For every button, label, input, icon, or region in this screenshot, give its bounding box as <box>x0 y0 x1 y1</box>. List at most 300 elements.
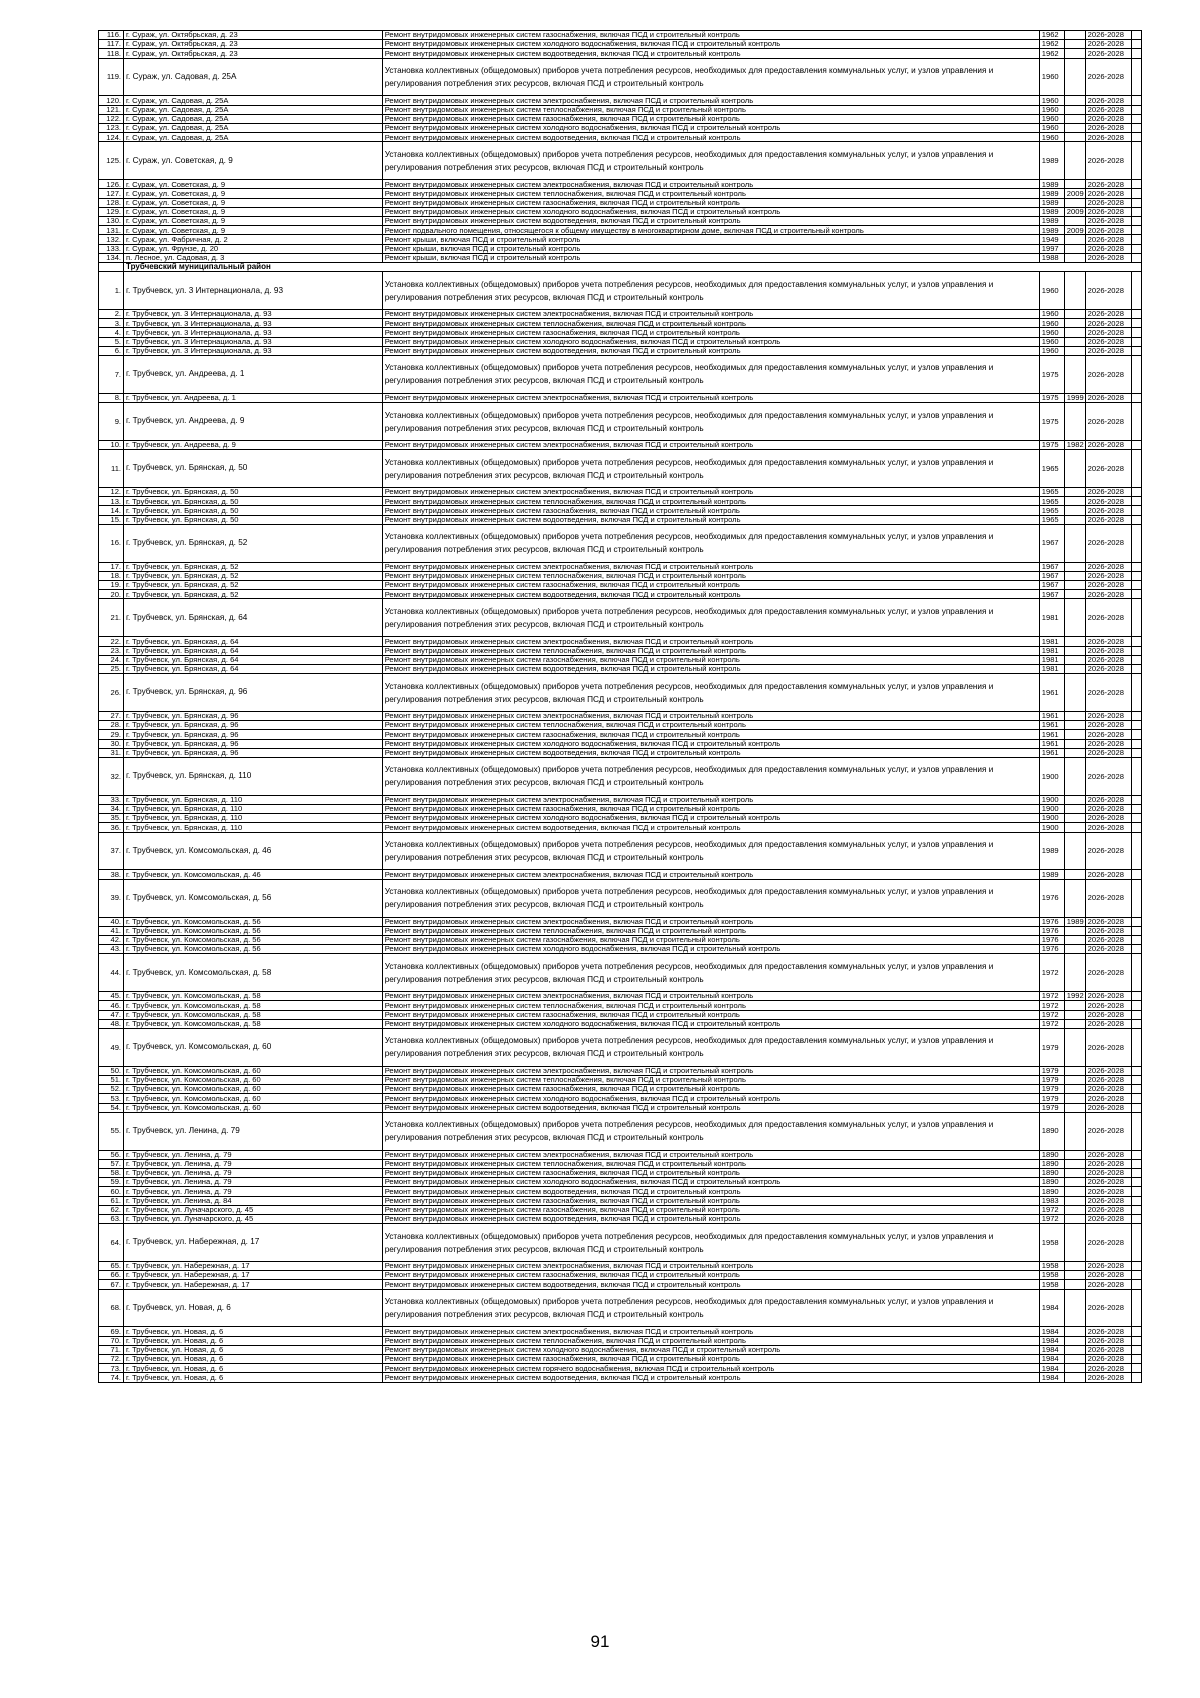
empty-cell <box>1131 926 1141 935</box>
section-title: Трубчевский муниципальный район <box>124 262 1142 271</box>
planned-period-cell: 2026-2028 <box>1085 935 1131 944</box>
work-type-cell: Ремонт внутридомовых инженерных систем газоснабжения, включая ПСД и строительный контроль <box>382 1271 1039 1280</box>
construction-year-cell: 1989 <box>1039 870 1064 879</box>
row-number: 71. <box>99 1345 124 1354</box>
last-repair-year-cell <box>1064 124 1085 133</box>
construction-year-cell: 1979 <box>1039 1066 1064 1075</box>
row-number: 36. <box>99 823 124 832</box>
address-cell: г. Трубчевск, ул. Луначарского, д. 45 <box>124 1214 383 1223</box>
planned-period-cell: 2026-2028 <box>1085 1159 1131 1168</box>
address-cell: г. Трубчевск, ул. Комсомольская, д. 58 <box>124 992 383 1001</box>
address-cell: г. Трубчевск, ул. Ленина, д. 79 <box>124 1112 383 1150</box>
planned-period-cell: 2026-2028 <box>1085 1103 1131 1112</box>
table-row <box>99 1112 1142 1150</box>
address-cell: г. Трубчевск, ул. Новая, д. 6 <box>124 1289 383 1327</box>
construction-year-cell: 1976 <box>1039 945 1064 954</box>
construction-year-cell: 1984 <box>1039 1336 1064 1345</box>
table-row <box>99 992 1142 1001</box>
work-type-cell: Ремонт внутридомовых инженерных систем теплоснабжения, включая ПСД и строительный контроль <box>382 1159 1039 1168</box>
row-number: 7. <box>99 355 124 393</box>
address-cell: г. Трубчевск, ул. Комсомольская, д. 60 <box>124 1085 383 1094</box>
last-repair-year-cell <box>1064 571 1085 580</box>
last-repair-year-cell <box>1064 748 1085 757</box>
address-cell: г. Трубчевск, ул. Брянская, д. 50 <box>124 515 383 524</box>
last-repair-year-cell <box>1064 1159 1085 1168</box>
last-repair-year-cell <box>1064 1262 1085 1271</box>
construction-year-cell: 1989 <box>1039 189 1064 198</box>
last-repair-year-cell <box>1064 515 1085 524</box>
address-cell: г. Трубчевск, ул. Брянская, д. 110 <box>124 795 383 804</box>
empty-cell <box>1131 935 1141 944</box>
empty-cell <box>1131 823 1141 832</box>
address-cell: г. Трубчевск, ул. 3 Интернационала, д. 93 <box>124 310 383 319</box>
table-row <box>99 646 1142 655</box>
address-cell: г. Трубчевск, ул. Комсомольская, д. 46 <box>124 870 383 879</box>
row-number: 43. <box>99 945 124 954</box>
address-cell: г. Трубчевск, ул. Ленина, д. 79 <box>124 1178 383 1187</box>
work-type-cell: Ремонт внутридомовых инженерных систем электроснабжения, включая ПСД и строительный контроль <box>382 1150 1039 1159</box>
table-row <box>99 655 1142 664</box>
construction-year-cell: 1960 <box>1039 272 1064 310</box>
planned-period-cell: 2026-2028 <box>1085 804 1131 813</box>
row-number: 20. <box>99 590 124 599</box>
planned-period-cell: 2026-2028 <box>1085 1028 1131 1066</box>
work-type-cell: Ремонт внутридомовых инженерных систем холодного водоснабжения, включая ПСД и строительный контроль <box>382 40 1039 49</box>
table-row <box>99 832 1142 870</box>
last-repair-year-cell <box>1064 1150 1085 1159</box>
last-repair-year-cell <box>1064 1112 1085 1150</box>
address-cell: г. Трубчевск, ул. Набережная, д. 17 <box>124 1224 383 1262</box>
empty-cell <box>1131 524 1141 562</box>
construction-year-cell: 1965 <box>1039 450 1064 488</box>
table-row <box>99 180 1142 189</box>
row-number: 53. <box>99 1094 124 1103</box>
planned-period-cell: 2026-2028 <box>1085 217 1131 226</box>
empty-cell <box>1131 1205 1141 1214</box>
construction-year-cell: 1960 <box>1039 310 1064 319</box>
construction-year-cell: 1988 <box>1039 253 1064 262</box>
empty-cell <box>1131 272 1141 310</box>
planned-period-cell: 2026-2028 <box>1085 506 1131 515</box>
last-repair-year-cell: 1982 <box>1064 440 1085 449</box>
construction-year-cell: 1989 <box>1039 142 1064 180</box>
table-row <box>99 637 1142 646</box>
construction-year-cell: 1975 <box>1039 355 1064 393</box>
empty-cell <box>1131 1196 1141 1205</box>
row-number: 128. <box>99 198 124 207</box>
row-number: 129. <box>99 207 124 216</box>
empty-cell <box>1131 58 1141 96</box>
table-row <box>99 497 1142 506</box>
planned-period-cell: 2026-2028 <box>1085 319 1131 328</box>
work-type-cell: Ремонт внутридомовых инженерных систем газоснабжения, включая ПСД и строительный контроль <box>382 581 1039 590</box>
planned-period-cell: 2026-2028 <box>1085 355 1131 393</box>
row-number: 13. <box>99 497 124 506</box>
construction-year-cell: 1958 <box>1039 1271 1064 1280</box>
table-row <box>99 804 1142 813</box>
address-cell: г. Трубчевск, ул. Брянская, д. 110 <box>124 823 383 832</box>
row-number: 18. <box>99 571 124 580</box>
planned-period-cell: 2026-2028 <box>1085 590 1131 599</box>
last-repair-year-cell <box>1064 935 1085 944</box>
empty-cell <box>1131 253 1141 262</box>
work-type-cell: Ремонт внутридомовых инженерных систем горячего водоснабжения, включая ПСД и строительный контроль <box>382 1364 1039 1373</box>
planned-period-cell: 2026-2028 <box>1085 1224 1131 1262</box>
address-cell: г. Сураж, ул. Садовая, д. 25А <box>124 133 383 142</box>
row-number: 120. <box>99 96 124 105</box>
empty-cell <box>1131 133 1141 142</box>
work-type-cell: Ремонт внутридомовых инженерных систем водоотведения, включая ПСД и строительный контроль <box>382 1187 1039 1196</box>
table-row <box>99 1345 1142 1354</box>
construction-year-cell: 1979 <box>1039 1085 1064 1094</box>
planned-period-cell: 2026-2028 <box>1085 571 1131 580</box>
last-repair-year-cell <box>1064 142 1085 180</box>
empty-cell <box>1131 646 1141 655</box>
address-cell: г. Трубчевск, ул. Комсомольская, д. 60 <box>124 1028 383 1066</box>
work-type-cell: Ремонт внутридомовых инженерных систем теплоснабжения, включая ПСД и строительный контроль <box>382 497 1039 506</box>
work-type-cell: Ремонт внутридомовых инженерных систем электроснабжения, включая ПСД и строительный контроль <box>382 96 1039 105</box>
row-number: 58. <box>99 1168 124 1177</box>
work-type-cell: Ремонт внутридомовых инженерных систем газоснабжения, включая ПСД и строительный контроль <box>382 1355 1039 1364</box>
last-repair-year-cell <box>1064 1168 1085 1177</box>
last-repair-year-cell <box>1064 244 1085 253</box>
work-type-cell: Ремонт внутридомовых инженерных систем электроснабжения, включая ПСД и строительный контроль <box>382 310 1039 319</box>
row-number: 25. <box>99 664 124 673</box>
address-cell: г. Трубчевск, ул. 3 Интернационала, д. 93 <box>124 346 383 355</box>
work-type-cell: Ремонт внутридомовых инженерных систем теплоснабжения, включая ПСД и строительный контроль <box>382 1075 1039 1084</box>
work-type-cell: Ремонт внутридомовых инженерных систем газоснабжения, включая ПСД и строительный контроль <box>382 31 1039 40</box>
row-number: 3. <box>99 319 124 328</box>
construction-year-cell: 1965 <box>1039 497 1064 506</box>
construction-year-cell: 1960 <box>1039 114 1064 123</box>
row-number: 63. <box>99 1214 124 1223</box>
empty-cell <box>1131 992 1141 1001</box>
table-row <box>99 319 1142 328</box>
table-row <box>99 198 1142 207</box>
address-cell: г. Трубчевск, ул. Брянская, д. 64 <box>124 664 383 673</box>
empty-cell <box>1131 1214 1141 1223</box>
work-type-cell: Ремонт крыши, включая ПСД и строительный контроль <box>382 244 1039 253</box>
planned-period-cell: 2026-2028 <box>1085 1150 1131 1159</box>
empty-cell <box>1131 1262 1141 1271</box>
construction-year-cell: 1958 <box>1039 1262 1064 1271</box>
empty-cell <box>1131 328 1141 337</box>
row-number: 117. <box>99 40 124 49</box>
repair-schedule-table <box>98 30 1142 1383</box>
work-type-cell: Установка коллективных (общедомовых) приборов учета потребления ресурсов, необходимых для предоставления коммунальных услуг, и узлов управления и регулирования потребления этих ресурсов, включая ПСД и строительный контроль <box>382 58 1039 96</box>
work-type-cell: Установка коллективных (общедомовых) приборов учета потребления ресурсов, необходимых для предоставления коммунальных услуг, и узлов управления и регулирования потребления этих ресурсов, включая ПСД и строительный контроль <box>382 1224 1039 1262</box>
empty-cell <box>1131 1159 1141 1168</box>
planned-period-cell: 2026-2028 <box>1085 832 1131 870</box>
row-number: 124. <box>99 133 124 142</box>
row-number: 59. <box>99 1178 124 1187</box>
table-row <box>99 450 1142 488</box>
address-cell: г. Трубчевск, ул. Брянская, д. 52 <box>124 571 383 580</box>
row-number: 44. <box>99 954 124 992</box>
address-cell: г. Трубчевск, ул. Комсомольская, д. 60 <box>124 1066 383 1075</box>
construction-year-cell: 1958 <box>1039 1280 1064 1289</box>
construction-year-cell: 1981 <box>1039 655 1064 664</box>
construction-year-cell: 1961 <box>1039 711 1064 720</box>
row-number: 2. <box>99 310 124 319</box>
work-type-cell: Ремонт внутридомовых инженерных систем теплоснабжения, включая ПСД и строительный контроль <box>382 189 1039 198</box>
address-cell: г. Трубчевск, ул. Ленина, д. 79 <box>124 1187 383 1196</box>
construction-year-cell: 1984 <box>1039 1345 1064 1354</box>
row-number: 42. <box>99 935 124 944</box>
empty-cell <box>1131 1345 1141 1354</box>
planned-period-cell: 2026-2028 <box>1085 1345 1131 1354</box>
table-row <box>99 253 1142 262</box>
construction-year-cell: 1989 <box>1039 180 1064 189</box>
empty-cell <box>1131 1112 1141 1150</box>
planned-period-cell: 2026-2028 <box>1085 1066 1131 1075</box>
last-repair-year-cell <box>1064 40 1085 49</box>
planned-period-cell: 2026-2028 <box>1085 1094 1131 1103</box>
construction-year-cell: 1960 <box>1039 96 1064 105</box>
row-number: 66. <box>99 1271 124 1280</box>
construction-year-cell: 1989 <box>1039 226 1064 235</box>
construction-year-cell: 1976 <box>1039 935 1064 944</box>
work-type-cell: Ремонт внутридомовых инженерных систем газоснабжения, включая ПСД и строительный контроль <box>382 1205 1039 1214</box>
planned-period-cell: 2026-2028 <box>1085 954 1131 992</box>
table-row <box>99 748 1142 757</box>
empty-cell <box>1131 571 1141 580</box>
work-type-cell: Ремонт внутридомовых инженерных систем электроснабжения, включая ПСД и строительный контроль <box>382 440 1039 449</box>
last-repair-year-cell <box>1064 879 1085 917</box>
construction-year-cell: 1961 <box>1039 721 1064 730</box>
row-number: 46. <box>99 1001 124 1010</box>
empty-cell <box>1131 244 1141 253</box>
construction-year-cell: 1900 <box>1039 795 1064 804</box>
planned-period-cell: 2026-2028 <box>1085 1187 1131 1196</box>
empty-cell <box>1131 1103 1141 1112</box>
table-row <box>99 124 1142 133</box>
planned-period-cell: 2026-2028 <box>1085 1262 1131 1271</box>
empty-cell <box>1131 515 1141 524</box>
construction-year-cell: 1975 <box>1039 440 1064 449</box>
address-cell: г. Трубчевск, ул. Комсомольская, д. 56 <box>124 917 383 926</box>
work-type-cell: Ремонт внутридомовых инженерных систем водоотведения, включая ПСД и строительный контроль <box>382 664 1039 673</box>
planned-period-cell: 2026-2028 <box>1085 207 1131 216</box>
row-number: 61. <box>99 1196 124 1205</box>
table-row <box>99 31 1142 40</box>
construction-year-cell: 1890 <box>1039 1150 1064 1159</box>
row-number: 126. <box>99 180 124 189</box>
row-number: 6. <box>99 346 124 355</box>
last-repair-year-cell <box>1064 198 1085 207</box>
empty-cell <box>1131 674 1141 712</box>
table-row <box>99 133 1142 142</box>
construction-year-cell: 1890 <box>1039 1178 1064 1187</box>
address-cell: г. Трубчевск, ул. Комсомольская, д. 60 <box>124 1075 383 1084</box>
row-number: 67. <box>99 1280 124 1289</box>
table-row <box>99 1019 1142 1028</box>
work-type-cell: Ремонт внутридомовых инженерных систем газоснабжения, включая ПСД и строительный контроль <box>382 328 1039 337</box>
address-cell: г. Трубчевск, ул. Новая, д. 6 <box>124 1327 383 1336</box>
row-number: 47. <box>99 1010 124 1019</box>
empty-cell <box>1131 198 1141 207</box>
last-repair-year-cell <box>1064 1187 1085 1196</box>
row-number: 134. <box>99 253 124 262</box>
address-cell: г. Трубчевск, ул. 3 Интернационала, д. 93 <box>124 319 383 328</box>
table-row <box>99 1010 1142 1019</box>
row-number: 48. <box>99 1019 124 1028</box>
row-number: 22. <box>99 637 124 646</box>
row-number: 68. <box>99 1289 124 1327</box>
empty-cell <box>1131 40 1141 49</box>
row-number: 52. <box>99 1085 124 1094</box>
table-row <box>99 1066 1142 1075</box>
construction-year-cell: 1890 <box>1039 1187 1064 1196</box>
row-number: 19. <box>99 581 124 590</box>
table-row <box>99 1205 1142 1214</box>
address-cell: г. Сураж, ул. Садовая, д. 25А <box>124 96 383 105</box>
work-type-cell: Установка коллективных (общедомовых) приборов учета потребления ресурсов, необходимых для предоставления коммунальных услуг, и узлов управления и регулирования потребления этих ресурсов, включая ПСД и строительный контроль <box>382 674 1039 712</box>
empty-cell <box>1131 346 1141 355</box>
empty-cell <box>1131 711 1141 720</box>
construction-year-cell: 1976 <box>1039 917 1064 926</box>
empty-cell <box>1131 337 1141 346</box>
address-cell: г. Сураж, ул. Октябрьская, д. 23 <box>124 31 383 40</box>
row-number: 127. <box>99 189 124 198</box>
work-type-cell: Ремонт внутридомовых инженерных систем газоснабжения, включая ПСД и строительный контроль <box>382 1010 1039 1019</box>
empty-cell <box>1131 1019 1141 1028</box>
last-repair-year-cell <box>1064 403 1085 441</box>
last-repair-year-cell <box>1064 1364 1085 1373</box>
construction-year-cell: 1983 <box>1039 1196 1064 1205</box>
planned-period-cell: 2026-2028 <box>1085 562 1131 571</box>
row-number: 37. <box>99 832 124 870</box>
planned-period-cell: 2026-2028 <box>1085 1214 1131 1223</box>
row-number: 125. <box>99 142 124 180</box>
row-number: 65. <box>99 1262 124 1271</box>
address-cell: г. Трубчевск, ул. Ленина, д. 84 <box>124 1196 383 1205</box>
row-number: 49. <box>99 1028 124 1066</box>
table-row <box>99 823 1142 832</box>
last-repair-year-cell <box>1064 49 1085 58</box>
last-repair-year-cell <box>1064 814 1085 823</box>
work-type-cell: Ремонт внутридомовых инженерных систем электроснабжения, включая ПСД и строительный контроль <box>382 795 1039 804</box>
address-cell: г. Трубчевск, ул. Брянская, д. 52 <box>124 524 383 562</box>
last-repair-year-cell <box>1064 590 1085 599</box>
empty-cell <box>1131 730 1141 739</box>
table-row <box>99 739 1142 748</box>
work-type-cell: Установка коллективных (общедомовых) приборов учета потребления ресурсов, необходимых для предоставления коммунальных услуг, и узлов управления и регулирования потребления этих ресурсов, включая ПСД и строительный контроль <box>382 879 1039 917</box>
row-number: 50. <box>99 1066 124 1075</box>
table-row <box>99 1178 1142 1187</box>
planned-period-cell: 2026-2028 <box>1085 870 1131 879</box>
last-repair-year-cell <box>1064 346 1085 355</box>
address-cell: г. Трубчевск, ул. Набережная, д. 17 <box>124 1280 383 1289</box>
address-cell: г. Трубчевск, ул. Брянская, д. 50 <box>124 506 383 515</box>
planned-period-cell: 2026-2028 <box>1085 450 1131 488</box>
work-type-cell: Ремонт внутридомовых инженерных систем холодного водоснабжения, включая ПСД и строительный контроль <box>382 739 1039 748</box>
planned-period-cell: 2026-2028 <box>1085 1010 1131 1019</box>
last-repair-year-cell: 1999 <box>1064 393 1085 402</box>
table-row <box>99 1085 1142 1094</box>
last-repair-year-cell <box>1064 310 1085 319</box>
row-number: 72. <box>99 1355 124 1364</box>
construction-year-cell: 1900 <box>1039 814 1064 823</box>
empty-cell <box>1131 105 1141 114</box>
address-cell: г. Трубчевск, ул. Брянская, д. 96 <box>124 730 383 739</box>
address-cell: г. Сураж, ул. Октябрьская, д. 23 <box>124 40 383 49</box>
planned-period-cell: 2026-2028 <box>1085 346 1131 355</box>
empty-cell <box>1131 1336 1141 1345</box>
row-number: 12. <box>99 488 124 497</box>
last-repair-year-cell <box>1064 355 1085 393</box>
planned-period-cell: 2026-2028 <box>1085 757 1131 795</box>
table-row <box>99 926 1142 935</box>
last-repair-year-cell <box>1064 105 1085 114</box>
row-number: 132. <box>99 235 124 244</box>
work-type-cell: Ремонт подвального помещения, относящегося к общему имуществу в многоквартирном доме, включая ПСД и строительный контроль <box>382 226 1039 235</box>
construction-year-cell: 1972 <box>1039 1001 1064 1010</box>
empty-cell <box>1131 1280 1141 1289</box>
planned-period-cell: 2026-2028 <box>1085 515 1131 524</box>
last-repair-year-cell <box>1064 1205 1085 1214</box>
address-cell: г. Трубчевск, ул. Брянская, д. 96 <box>124 721 383 730</box>
empty-cell <box>1131 814 1141 823</box>
last-repair-year-cell <box>1064 1224 1085 1262</box>
last-repair-year-cell <box>1064 1178 1085 1187</box>
work-type-cell: Ремонт внутридомовых инженерных систем водоотведения, включая ПСД и строительный контроль <box>382 748 1039 757</box>
row-number: 45. <box>99 992 124 1001</box>
construction-year-cell: 1981 <box>1039 637 1064 646</box>
planned-period-cell: 2026-2028 <box>1085 1355 1131 1364</box>
last-repair-year-cell <box>1064 1010 1085 1019</box>
construction-year-cell: 1961 <box>1039 748 1064 757</box>
table-row <box>99 664 1142 673</box>
address-cell: г. Трубчевск, ул. Луначарского, д. 45 <box>124 1205 383 1214</box>
empty-cell <box>1131 599 1141 637</box>
work-type-cell: Ремонт внутридомовых инженерных систем газоснабжения, включая ПСД и строительный контроль <box>382 114 1039 123</box>
row-number: 9. <box>99 403 124 441</box>
construction-year-cell: 1961 <box>1039 730 1064 739</box>
work-type-cell: Установка коллективных (общедомовых) приборов учета потребления ресурсов, необходимых для предоставления коммунальных услуг, и узлов управления и регулирования потребления этих ресурсов, включая ПСД и строительный контроль <box>382 954 1039 992</box>
table-row <box>99 1159 1142 1168</box>
empty-cell <box>1131 1085 1141 1094</box>
planned-period-cell: 2026-2028 <box>1085 180 1131 189</box>
empty-cell <box>1131 1178 1141 1187</box>
planned-period-cell: 2026-2028 <box>1085 49 1131 58</box>
construction-year-cell: 1962 <box>1039 31 1064 40</box>
address-cell: г. Сураж, ул. Советская, д. 9 <box>124 226 383 235</box>
empty-cell <box>1131 581 1141 590</box>
planned-period-cell: 2026-2028 <box>1085 328 1131 337</box>
row-number: 64. <box>99 1224 124 1262</box>
last-repair-year-cell <box>1064 870 1085 879</box>
work-type-cell: Установка коллективных (общедомовых) приборов учета потребления ресурсов, необходимых для предоставления коммунальных услуг, и узлов управления и регулирования потребления этих ресурсов, включая ПСД и строительный контроль <box>382 403 1039 441</box>
last-repair-year-cell <box>1064 524 1085 562</box>
last-repair-year-cell <box>1064 1103 1085 1112</box>
planned-period-cell: 2026-2028 <box>1085 1280 1131 1289</box>
address-cell: г. Трубчевск, ул. Комсомольская, д. 60 <box>124 1103 383 1112</box>
last-repair-year-cell <box>1064 711 1085 720</box>
planned-period-cell: 2026-2028 <box>1085 945 1131 954</box>
last-repair-year-cell <box>1064 133 1085 142</box>
planned-period-cell: 2026-2028 <box>1085 1336 1131 1345</box>
construction-year-cell: 1967 <box>1039 524 1064 562</box>
table-row <box>99 1289 1142 1327</box>
address-cell: г. Трубчевск, ул. Комсомольская, д. 60 <box>124 1094 383 1103</box>
construction-year-cell: 1976 <box>1039 879 1064 917</box>
construction-year-cell: 1975 <box>1039 393 1064 402</box>
work-type-cell: Установка коллективных (общедомовых) приборов учета потребления ресурсов, необходимых для предоставления коммунальных услуг, и узлов управления и регулирования потребления этих ресурсов, включая ПСД и строительный контроль <box>382 1028 1039 1066</box>
construction-year-cell: 1976 <box>1039 926 1064 935</box>
row-number: 35. <box>99 814 124 823</box>
row-number: 8. <box>99 393 124 402</box>
